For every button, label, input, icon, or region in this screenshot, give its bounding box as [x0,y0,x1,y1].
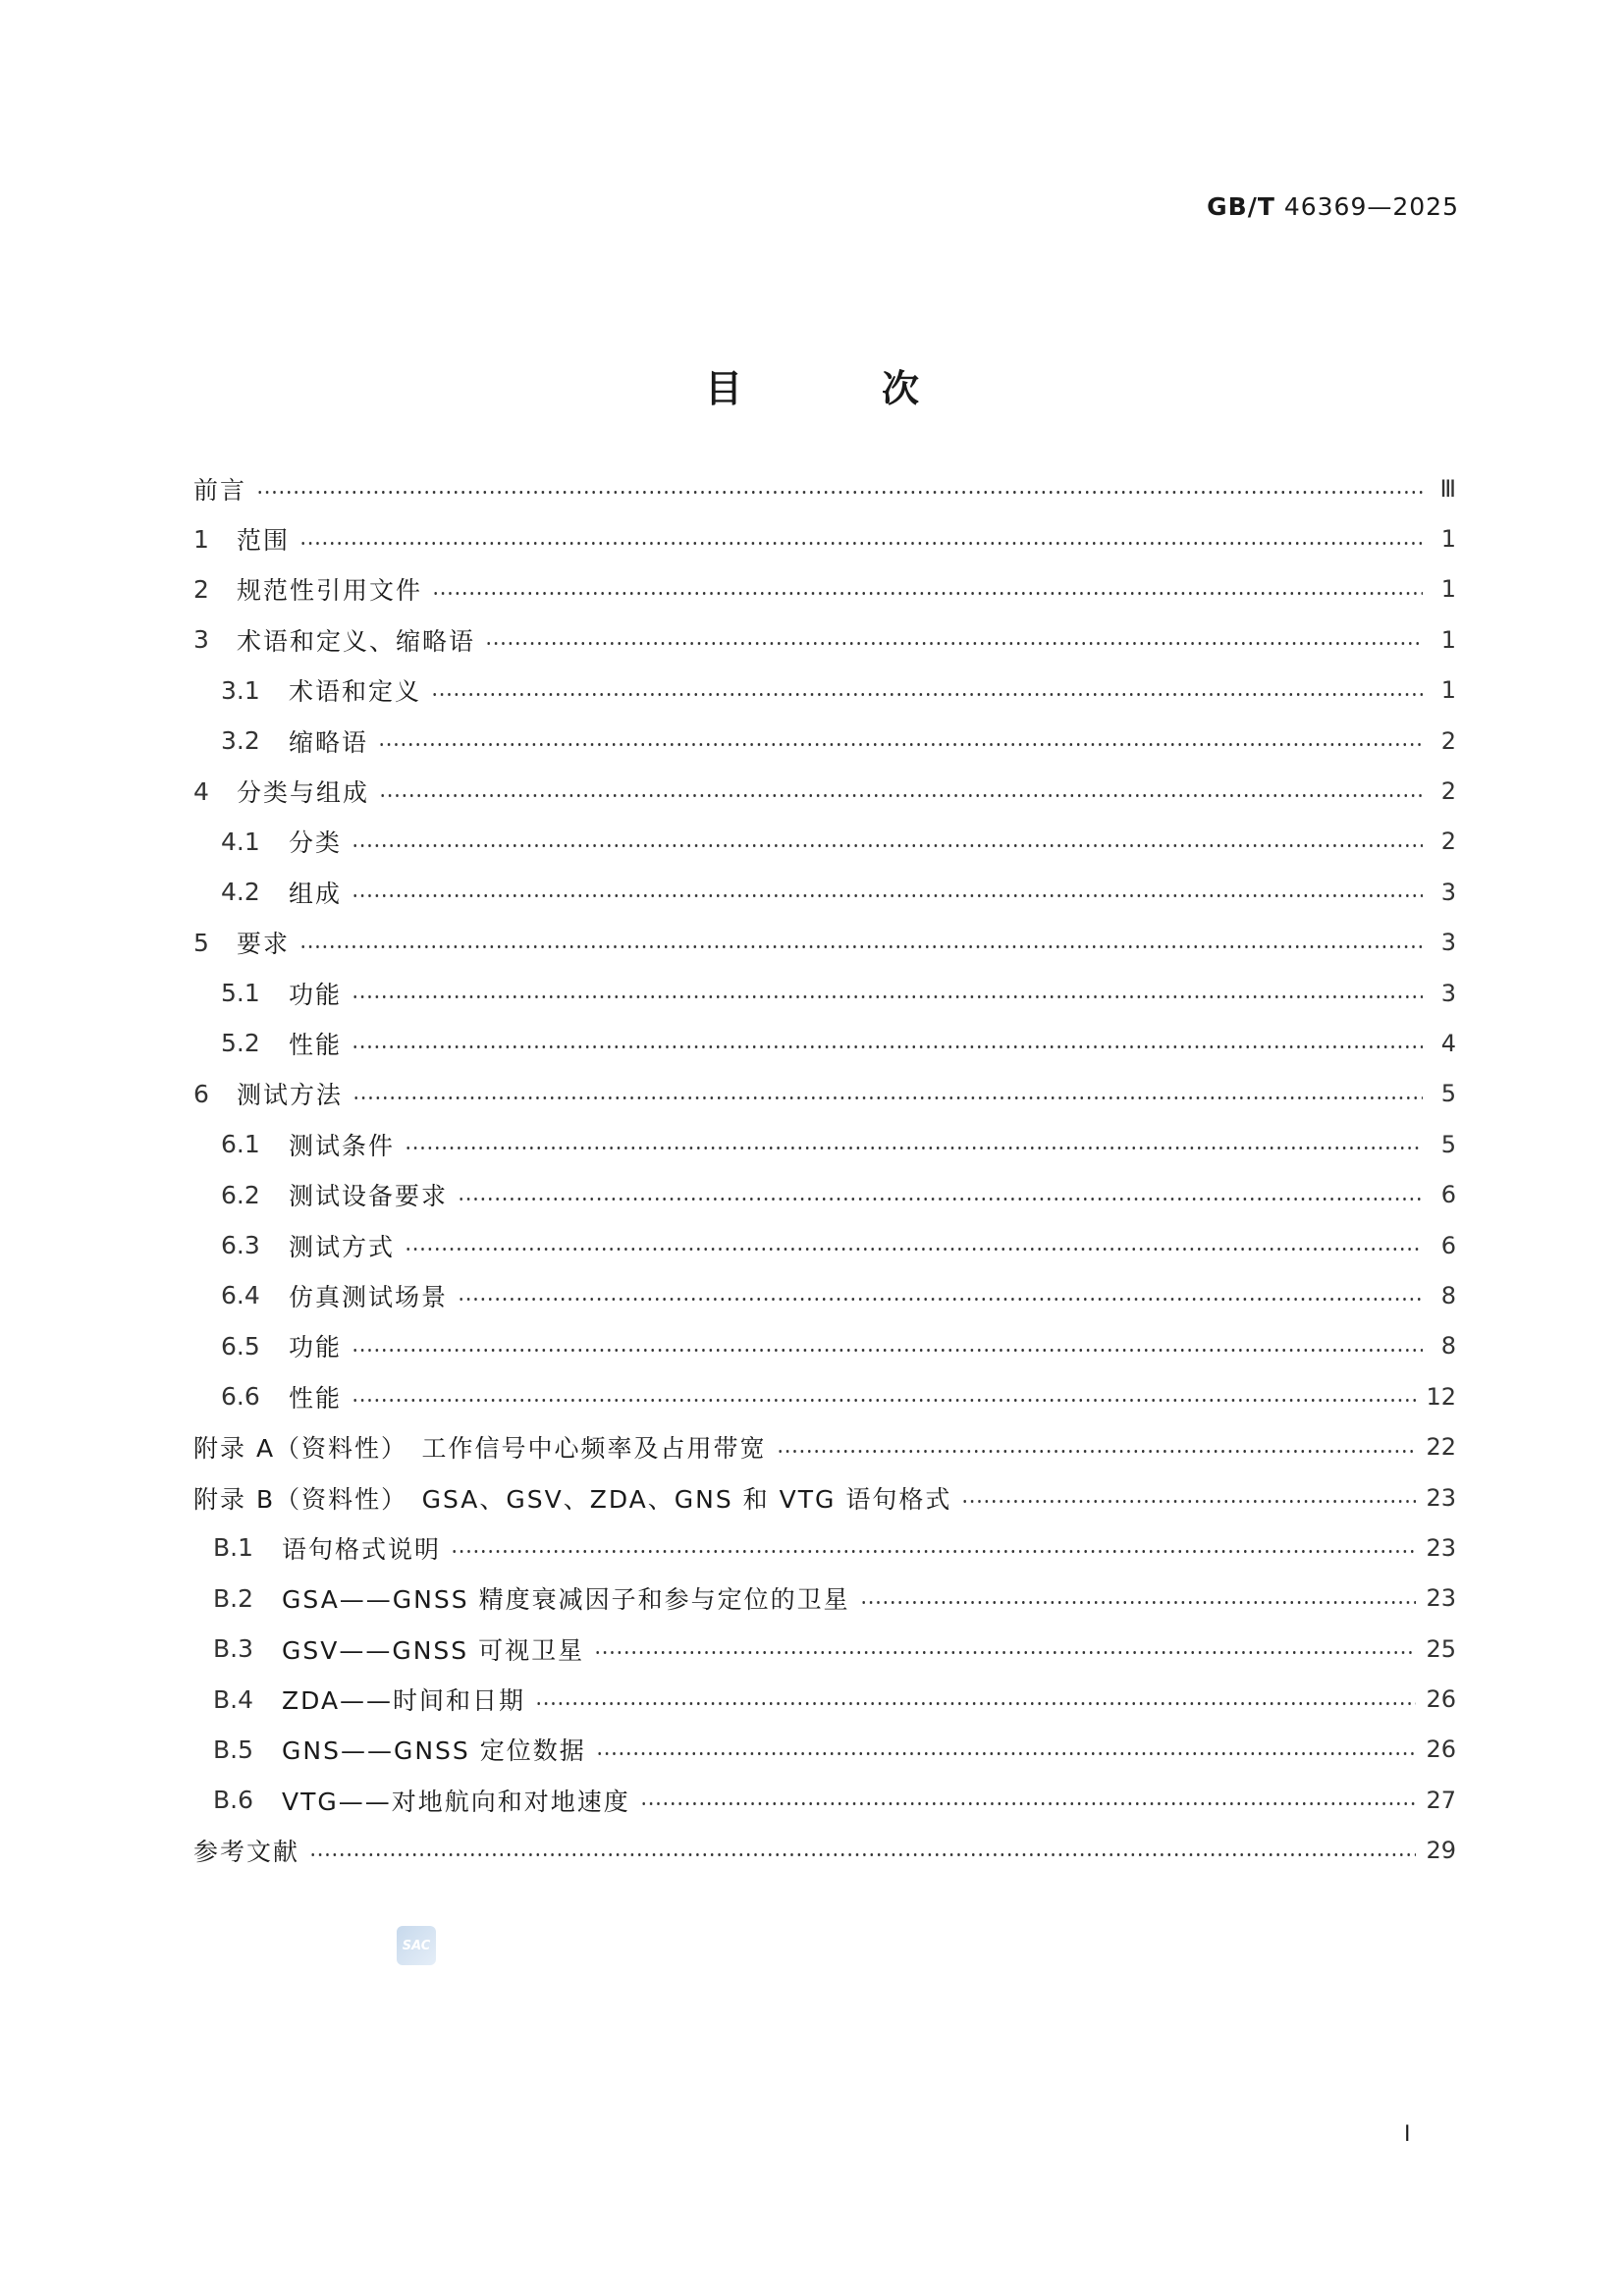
toc-entry[interactable] [193,1119,1456,1169]
toc-entry-title: 性能 [289,1030,343,1059]
toc-entry[interactable] [193,1725,1456,1775]
toc-entry[interactable] [193,1421,1456,1471]
toc-entry-page: 4 [1440,1029,1456,1057]
toc-entry-title: 术语和定义 [289,677,422,707]
toc-entry-number: 5.2 [221,1029,260,1058]
toc-entry-title: GNS——GNSS 定位数据 [282,1736,586,1766]
toc-entry-title: 术语和定义、缩略语 [237,626,476,656]
toc-entry-title: 附录 B（资料性） GSA、GSV、ZDA、GNS 和 VTG 语句格式 [193,1484,952,1514]
toc-entry-number: 3 [193,625,209,655]
toc-entry-title: 测试条件 [289,1131,396,1160]
toc-entry[interactable] [193,463,1456,513]
toc-entry-number: 4.2 [221,878,260,907]
toc-entry[interactable] [193,817,1456,867]
dot-leader [352,1399,1416,1402]
toc-entry[interactable] [193,564,1456,614]
toc-entry[interactable] [193,918,1456,968]
toc-entry[interactable] [193,1472,1456,1522]
dot-leader [485,642,1423,645]
toc-entry[interactable] [193,867,1456,917]
toc-entry-page: 22 [1426,1433,1456,1462]
toc-entry[interactable] [193,1270,1456,1320]
dot-leader [352,844,1423,847]
toc-entry-title: 测试方式 [289,1232,396,1261]
toc-entry[interactable] [193,716,1456,766]
toc-entry-title: 分类 [289,828,343,858]
toc-entry-title: 测试设备要求 [289,1182,449,1211]
toc-entry-number: 6.3 [221,1231,260,1260]
toc-entry-page: 2 [1440,777,1456,806]
toc-entry-page: 27 [1426,1786,1456,1814]
toc-entry-title: 要求 [237,930,291,959]
toc-entry-page: 1 [1440,676,1456,705]
standard-code [1207,192,1459,221]
toc-entry-number: 6.1 [221,1130,260,1159]
toc-entry-page: 6 [1440,1231,1456,1259]
toc-entry-title: VTG——对地航向和对地速度 [282,1787,630,1816]
page-number: Ⅰ [1404,2122,1411,2147]
toc-title: 目 次 [704,367,970,411]
toc-entry-number: B.3 [213,1634,254,1664]
toc-entry[interactable] [193,1624,1456,1674]
dot-leader [352,995,1423,998]
toc-entry[interactable] [193,1321,1456,1371]
toc-entry[interactable] [193,1522,1456,1573]
toc-entry-page: 1 [1440,625,1456,654]
toc-entry-number: B.1 [213,1533,254,1563]
toc-entry[interactable] [193,1220,1456,1270]
toc-entry-number: 3.1 [221,675,260,705]
toc-entry-title: 测试方法 [237,1081,344,1110]
dot-leader [309,1853,1416,1856]
dot-leader [379,794,1423,797]
toc-entry-page: 1 [1440,575,1456,604]
standard-prefix: GB/T [1207,192,1275,221]
toc-entry-title: GSA——GNSS 精度衰减因子和参与定位的卫星 [282,1585,850,1615]
dot-leader [299,542,1423,545]
toc-entry-page: 3 [1440,979,1456,1007]
toc-entry-page: 2 [1440,726,1456,755]
toc-entry-page: Ⅲ [1439,474,1456,503]
toc-entry-number: 4 [193,776,209,806]
dot-leader [961,1500,1416,1503]
table-of-contents [193,463,1456,1876]
dot-leader [535,1702,1416,1705]
toc-entry-title: 功能 [289,1333,343,1362]
toc-entry[interactable] [193,968,1456,1018]
toc-entry-title: 组成 [289,879,343,908]
toc-entry-title: 前言 [193,475,247,505]
toc-entry-title: 分类与组成 [237,778,370,808]
dot-leader [432,592,1423,595]
toc-entry-title: 语句格式说明 [282,1534,442,1564]
toc-entry-title: 性能 [289,1383,343,1413]
dot-leader [352,1096,1423,1099]
toc-entry-title: 规范性引用文件 [237,576,423,606]
sac-logo: SAC [397,1926,436,1965]
toc-entry-page: 23 [1426,1483,1456,1512]
toc-entry-number: 4.1 [221,827,260,856]
dot-leader [596,1752,1417,1755]
toc-entry-page: 23 [1426,1584,1456,1613]
toc-entry-number: B.2 [213,1583,254,1613]
toc-entry[interactable] [193,1574,1456,1624]
toc-entry[interactable] [193,1674,1456,1724]
dot-leader [299,945,1423,948]
toc-entry-number: 5.1 [221,979,260,1008]
toc-entry-number: 1 [193,524,209,554]
dot-leader [451,1550,1416,1553]
toc-entry[interactable] [193,1775,1456,1825]
dot-leader [458,1198,1423,1201]
toc-entry-page: 6 [1440,1181,1456,1209]
toc-entry-title: 附录 A（资料性） 工作信号中心频率及占用带宽 [193,1434,767,1464]
toc-entry-page: 2 [1440,828,1456,856]
toc-entry-title: 缩略语 [289,727,369,757]
dot-leader [594,1651,1416,1654]
dot-leader [860,1601,1417,1604]
toc-entry-number: 3.2 [221,726,260,756]
toc-entry-page: 26 [1426,1685,1456,1714]
toc-entry-number: B.4 [213,1684,254,1714]
toc-entry-title: ZDA——时间和日期 [282,1686,526,1716]
dot-leader [378,743,1423,746]
dot-leader [352,1349,1423,1352]
dot-leader [405,1147,1423,1149]
dot-leader [777,1450,1417,1453]
dot-leader [458,1298,1423,1301]
toc-entry[interactable] [193,1018,1456,1068]
toc-entry-page: 25 [1426,1634,1456,1663]
toc-entry[interactable] [193,766,1456,816]
toc-entry-title: 参考文献 [193,1838,300,1867]
toc-entry-page: 29 [1426,1837,1456,1865]
toc-entry-title: 仿真测试场景 [289,1282,449,1311]
toc-entry-number: 5 [193,928,209,957]
toc-entry-page: 3 [1440,878,1456,906]
toc-entry-page: 1 [1440,525,1456,554]
dot-leader [640,1802,1417,1805]
toc-entry-page: 26 [1426,1735,1456,1764]
dot-leader [431,693,1423,696]
toc-entry-page: 12 [1426,1382,1456,1411]
toc-entry-page: 23 [1426,1533,1456,1562]
toc-entry-page: 8 [1440,1332,1456,1361]
toc-entry[interactable] [193,513,1456,563]
toc-entry-title: GSV——GNSS 可视卫星 [282,1635,585,1665]
toc-entry-number: 6.6 [221,1382,260,1412]
toc-entry[interactable] [193,1169,1456,1219]
toc-entry-number: 2 [193,574,209,604]
toc-entry-number: B.5 [213,1735,254,1764]
dot-leader [256,491,1423,494]
toc-entry-number: 6.5 [221,1331,260,1361]
standard-number: 46369—2025 [1283,192,1459,221]
toc-entry-number: B.6 [213,1786,254,1815]
toc-entry-page: 5 [1440,1130,1456,1158]
toc-entry-page: 5 [1440,1080,1456,1108]
toc-entry[interactable] [193,1371,1456,1421]
toc-entry[interactable] [193,614,1456,665]
dot-leader [352,894,1423,897]
toc-entry-number: 6.2 [221,1180,260,1209]
dot-leader [352,1045,1423,1048]
toc-entry-number: 6 [193,1079,209,1108]
toc-entry-page: 3 [1440,929,1456,957]
dot-leader [405,1248,1423,1251]
toc-entry-number: 6.4 [221,1281,260,1310]
toc-entry-page: 8 [1440,1281,1456,1309]
toc-entry[interactable] [193,1069,1456,1119]
toc-entry[interactable] [193,666,1456,716]
toc-entry[interactable] [193,1826,1456,1876]
toc-entry-title: 功能 [289,980,343,1009]
toc-entry-title: 范围 [237,526,291,556]
